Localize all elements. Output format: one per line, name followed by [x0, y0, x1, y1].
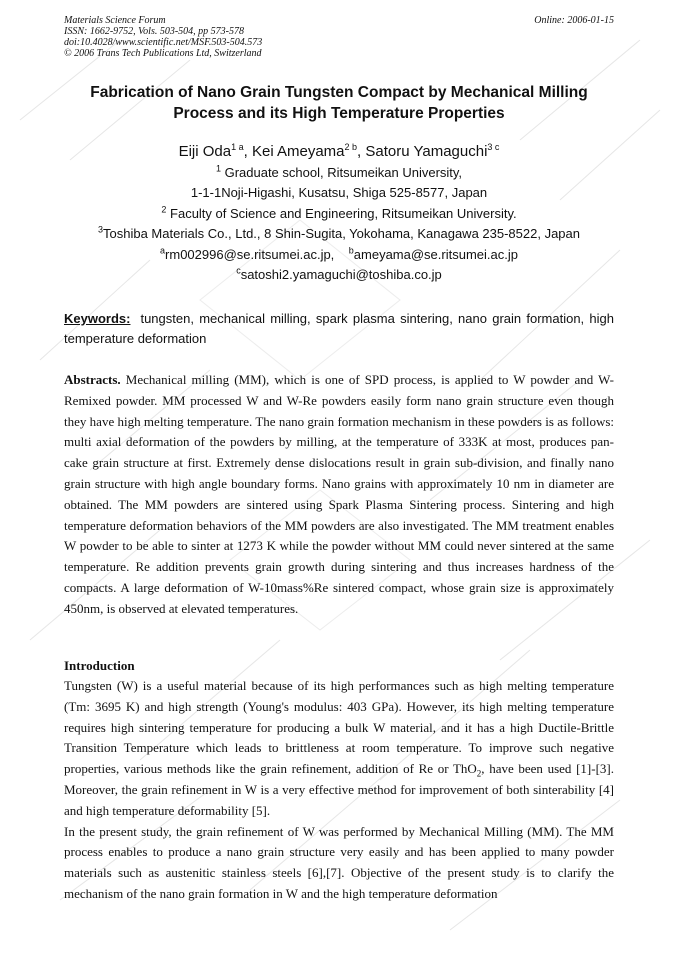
keywords-section: [64, 309, 614, 349]
email-link[interactable]: satoshi2.yamaguchi@toshiba.co.jp: [240, 267, 442, 282]
author-name: Kei Ameyama: [251, 143, 345, 160]
affiliation-2: $^2$ Faculty of Science and Engineering, Ritsumeikan University.: [161, 204, 517, 221]
author-marker: 2 b: [344, 142, 358, 152]
doi-line: doi:10.4028/www.scientific.net/MSF.503-504.573: [64, 37, 263, 48]
author-marker: 1 a: [231, 142, 244, 152]
email-link[interactable]: rm002996@se.ritsumei.ac.jp,: [165, 247, 335, 262]
introduction-heading: Introduction: [64, 658, 135, 673]
title-line-1: Fabrication of Nano Grain Tungsten Compact by Mechanical Milling: [90, 84, 588, 101]
introduction-body: [64, 676, 614, 905]
intro-paragraph-1: Tungsten (W) is a useful material because of its high performances such as high melting temperature (Tm: 3695 K) and high strength (Young's modulus: 403 GPa). However, its high melting temperature requires high sintering temperature for producing a bulk W material, and it has a high Ductile-Brittle Transition Temperature which leads to brittleness at room temperature. To improve such negative properties, various methods like the grain refinement, addition of Re or ThO$_2$, have been used [1]-[3]. Moreover, the grain refinement in W is a very effective method for improvement of both sinterability [4] and high temperature deformability [5].: [64, 678, 614, 818]
paper-title: [60, 82, 618, 124]
affiliation-3: $^3$Toshiba Materials Co., Ltd., 8 Shin-Sugita, Yokohama, Kanagawa 235-8522, Japan: [98, 224, 580, 241]
author-name: Eiji Oda: [178, 143, 232, 160]
copyright-line: © 2006 Trans Tech Publications Ltd, Switzerland: [64, 48, 262, 59]
abstract-section: [64, 370, 614, 620]
author-name: Satoru Yamaguchi: [365, 143, 488, 160]
issn-line: ISSN: 1662-9752, Vols. 503-504, pp 573-578: [64, 26, 244, 37]
keywords-text: tungsten, mechanical milling, spark plasma sintering, nano grain formation, high temperature deformation: [64, 311, 614, 346]
affiliation-1-address: 1-1-1Noji-Higashi, Kusatsu, Shiga 525-8577, Japan: [190, 185, 488, 200]
email-link[interactable]: ameyama@se.ritsumei.ac.jp: [353, 247, 518, 262]
journal-header: [64, 15, 262, 59]
email-line-1: $^a$rm002996@se.ritsumei.ac.jp, $^b$ameyama@se.ritsumei.ac.jp: [160, 245, 518, 262]
author-marker: 3 c: [487, 142, 500, 152]
abstract-text: Mechanical milling (MM), which is one of SPD process, is applied to W powder and W-Remixed powder. MM processed W and W-Re powders easily form nano grain structure even though they have high melting temperature. The nano grain formation mechanism in these powders is as follows: multi axial deformation of the powders by milling, at the temperature of 333K at most, produces pan-cake grain structure at first. Extremely dense dislocations result in grain sub-division, and finally nano grain structure with high angle boundary forms. Nano grains with approximately 10 nm in diameter are obtained. The MM powders are sintered using Spark Plasma Sintering process. Sintering and high temperature deformation behaviors of the MM powders are also investigated. The MM treatment enables W powder to be able to sinter at 1273 K while the powder without MM could never sintered at the same temperature. Re addition prevents grain growth during sintering and thus increases hardness of the compacts. A large deformation of W-10mass%Re sintered compact, whose grain size is approximately 450nm, is observed at elevated temperatures.: [64, 372, 614, 616]
email-line-2: $^c$satoshi2.yamaguchi@toshiba.co.jp: [236, 265, 442, 282]
title-line-2: Process and its High Temperature Properties: [173, 105, 505, 122]
abstract-label: Abstracts.: [64, 372, 121, 387]
affiliation-1: $^1$ Graduate school, Ritsumeikan University,: [215, 163, 463, 180]
author-list: [40, 142, 638, 162]
journal-name: Materials Science Forum: [64, 15, 166, 26]
author-separator: ,: [357, 143, 366, 160]
keywords-label: Keywords:: [64, 311, 131, 326]
author-separator: ,: [243, 143, 252, 160]
online-date: Online: 2006-01-15: [534, 15, 614, 26]
intro-paragraph-2: In the present study, the grain refinement of W was performed by Mechanical Milling (MM). The MM process enables to produce a nano grain structure very easily and has been applied to many powder materials such as austenitic stainless steels [6],[7]. Objective of the present study is to clarify the mechanism of the nano grain formation in W and the high temperature deformation: [64, 823, 614, 901]
